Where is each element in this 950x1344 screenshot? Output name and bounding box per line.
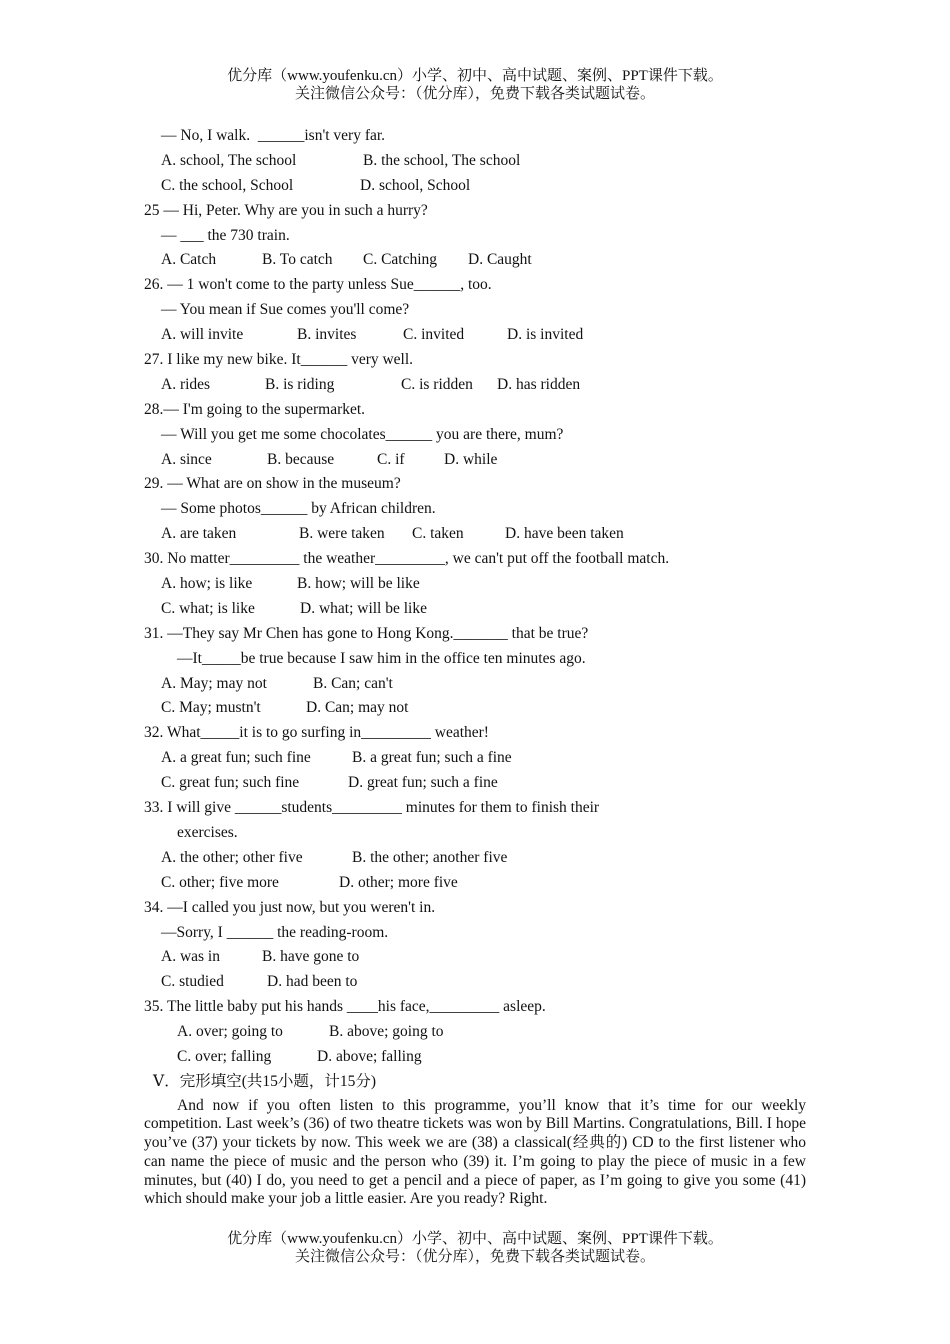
answer-option: C. what; is like xyxy=(161,599,255,617)
question-stem: 30. No matter_________ the weather_________, we can't put off the football match. xyxy=(144,550,670,568)
answer-options xyxy=(144,448,806,473)
answer-option: D. above; falling xyxy=(317,1047,422,1065)
answer-option: B. invites xyxy=(297,326,357,344)
answer-option: B. the other; another five xyxy=(352,848,508,866)
answer-option: B. Can; can't xyxy=(313,674,393,692)
answer-options xyxy=(144,771,806,796)
answer-options xyxy=(144,522,806,547)
answer-options xyxy=(144,672,806,697)
header-line-1: 优分库（www.youfenku.cn）小学、初中、高中试题、案例、PPT课件下载。 xyxy=(227,68,723,84)
answer-option: C. great fun; such fine xyxy=(161,774,300,792)
question-stem: 31. —They say Mr Chen has gone to Hong Kong._______ that be true? xyxy=(144,624,589,642)
answer-option: B. is riding xyxy=(265,375,335,393)
question-stem: 26. — 1 won't come to the party unless Sue______, too. xyxy=(144,276,492,294)
answer-option: C. the school, School xyxy=(161,176,294,194)
answer-options xyxy=(144,248,806,273)
answer-options xyxy=(144,174,806,199)
answer-option: B. the school, The school xyxy=(363,151,521,169)
answer-option: C. taken xyxy=(412,525,464,543)
answer-option: A. how; is like xyxy=(161,575,253,593)
answer-option: B. To catch xyxy=(262,251,333,269)
question-stem: 27. I like my new bike. It______ very well. xyxy=(144,351,414,369)
page-footer xyxy=(0,1230,950,1266)
answer-option: A. will invite xyxy=(161,326,244,344)
cloze-passage: And now if you often listen to this programme, you’ll know that it’s time for our weekly competition. Last week’s (36) of two theatre tickets was won by Bill Martins. Congratulations, Bill. I hope you’ve (37) your tickets by now. This week we are (38) a classical(经典的) CD to the first listener who can name the piece of music and the person who (39) it. I’m going to play the piece of music in a few minutes, but (40) I do, you need to get a pencil and a piece of paper, as I’m going to give you some (41) which should make your job a little easier. Are you ready? Right. xyxy=(144,1096,806,1208)
answer-options xyxy=(144,846,806,871)
answer-option: D. has ridden xyxy=(497,375,581,393)
answer-option: D. other; more five xyxy=(339,873,458,891)
answer-options xyxy=(144,746,806,771)
answer-option: B. have gone to xyxy=(262,948,360,966)
dialogue-line: — No, I walk. ______isn't very far. xyxy=(161,127,386,144)
answer-option: A. was in xyxy=(161,948,220,966)
dialogue-line: — ___ the 730 train. xyxy=(161,226,290,244)
answer-option: A. the other; other five xyxy=(161,848,303,866)
answer-option: A. school, The school xyxy=(161,151,297,169)
answer-options xyxy=(144,373,806,398)
answer-option: C. Catching xyxy=(363,251,438,269)
answer-option: D. had been to xyxy=(267,973,358,991)
answer-option: D. while xyxy=(444,450,498,468)
section-title: Ⅴ．完形填空(共15小题，计15分) xyxy=(153,1072,377,1090)
footer-line-1: 优分库（www.youfenku.cn）小学、初中、高中试题、案例、PPT课件下载。 xyxy=(227,1231,723,1247)
answer-options xyxy=(144,149,806,174)
question-stem: 25 — Hi, Peter. Why are you in such a hurry? xyxy=(144,201,428,219)
answer-option: D. Caught xyxy=(468,251,532,269)
answer-option: C. if xyxy=(377,450,405,468)
answer-option: D. school, School xyxy=(360,176,471,194)
answer-option: A. are taken xyxy=(161,525,237,543)
answer-option: D. Can; may not xyxy=(306,699,409,717)
answer-option: C. invited xyxy=(403,326,465,344)
answer-option: D. great fun; such a fine xyxy=(348,774,498,792)
question-stem: 33. I will give ______students_________ minutes for them to finish their xyxy=(144,799,600,817)
answer-option: A. Catch xyxy=(161,251,217,269)
answer-options xyxy=(144,597,806,622)
answer-option: A. rides xyxy=(161,375,211,393)
exam-content xyxy=(144,124,806,1209)
header-line-2: 关注微信公众号：（优分库），免费下载各类试题试卷。 xyxy=(294,86,655,102)
question-stem: 28.— I'm going to the supermarket. xyxy=(144,400,366,418)
dialogue-line: exercises. xyxy=(177,823,238,841)
answer-options xyxy=(144,696,806,721)
answer-option: C. is ridden xyxy=(401,375,473,393)
question-list xyxy=(144,124,806,1070)
answer-option: D. what; will be like xyxy=(300,599,427,617)
answer-option: C. studied xyxy=(161,973,224,991)
answer-option: C. over; falling xyxy=(177,1047,272,1065)
answer-option: B. were taken xyxy=(299,525,385,543)
answer-options xyxy=(144,1045,806,1070)
dialogue-line: — You mean if Sue comes you'll come? xyxy=(161,301,410,319)
answer-options xyxy=(144,871,806,896)
answer-option: B. above; going to xyxy=(329,1023,444,1041)
answer-options xyxy=(144,1020,806,1045)
footer-line-2: 关注微信公众号：（优分库），免费下载各类试题试卷。 xyxy=(294,1249,655,1265)
answer-option: A. since xyxy=(161,450,212,468)
answer-option: B. a great fun; such a fine xyxy=(352,749,512,767)
answer-option: B. how; will be like xyxy=(297,575,420,593)
answer-option: D. is invited xyxy=(507,326,584,344)
answer-option: A. over; going to xyxy=(177,1023,283,1041)
question-stem: 32. What_____it is to go surfing in_________ weather! xyxy=(144,724,489,742)
answer-option: D. have been taken xyxy=(505,525,624,543)
question-stem: 35. The little baby put his hands ____his face,_________ asleep. xyxy=(144,998,546,1016)
dialogue-line: —It_____be true because I saw him in the office ten minutes ago. xyxy=(177,649,586,667)
dialogue-line: — Some photos______ by African children. xyxy=(161,500,436,518)
answer-option: C. May; mustn't xyxy=(161,699,261,717)
answer-options xyxy=(144,970,806,995)
answer-options xyxy=(144,572,806,597)
answer-option: C. other; five more xyxy=(161,873,279,891)
question-stem: 29. — What are on show in the museum? xyxy=(144,475,401,493)
answer-option: B. because xyxy=(267,450,335,468)
dialogue-line: — Will you get me some chocolates______ you are there, mum? xyxy=(161,425,564,443)
answer-options xyxy=(144,323,806,348)
answer-option: A. May; may not xyxy=(161,674,267,692)
page-header xyxy=(0,67,950,103)
answer-options xyxy=(144,945,806,970)
answer-option: A. a great fun; such fine xyxy=(161,749,311,767)
dialogue-line: —Sorry, I ______ the reading-room. xyxy=(161,923,389,941)
question-stem: 34. —I called you just now, but you weren't in. xyxy=(144,898,436,916)
